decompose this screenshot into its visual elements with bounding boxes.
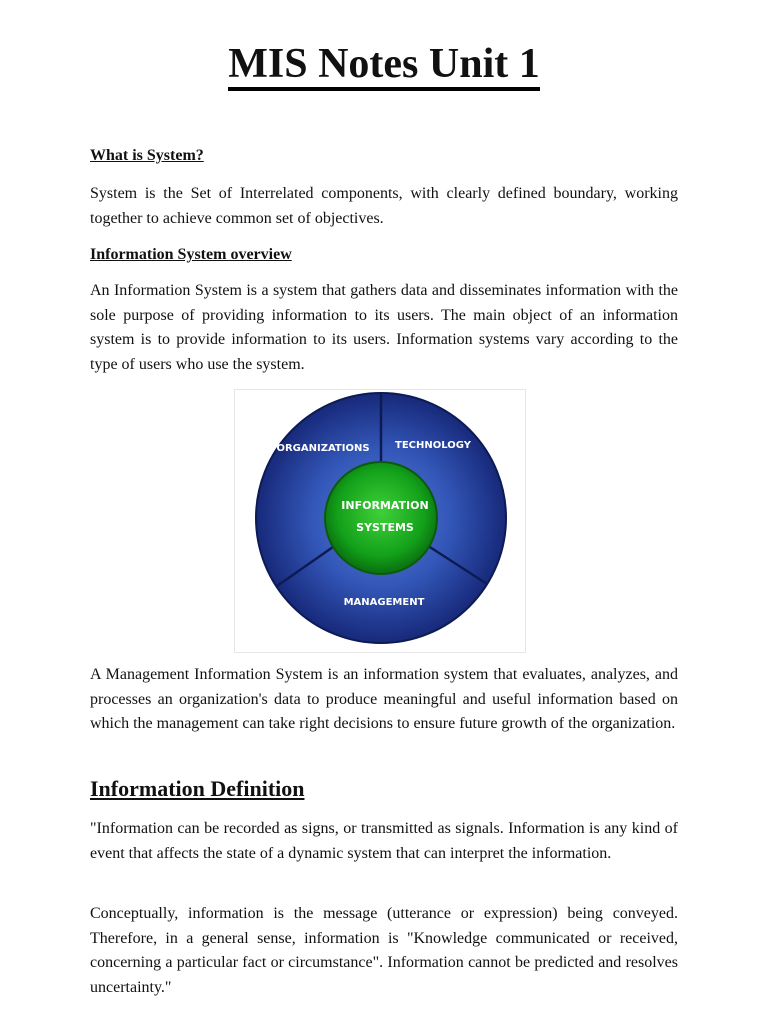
- label-systems: SYSTEMS: [356, 521, 414, 534]
- page-title-text: MIS Notes Unit 1: [228, 41, 540, 91]
- heading-information-definition: Information Definition: [90, 776, 305, 801]
- paragraph-definition-1: "Information can be recorded as signs, or transmitted as signals. Information is any kind of event that affects the state of a dynamic system that can interpret the information.: [90, 820, 678, 862]
- label-organizations: ORGANIZATIONS: [276, 443, 370, 454]
- paragraph-information-system: An Information System is a system that gathers data and disseminates information with the sole purpose of providing information to its users. The main object of an information system is to provide information to its users. Information systems vary according to the type of users who use the system.: [90, 282, 678, 373]
- center-circle: [325, 462, 437, 574]
- information-systems-diagram: [234, 389, 526, 653]
- paragraph-mis: A Management Information System is an information system that evaluates, analyzes, and processes an organization's data to produce meaningful and useful information based on which the management can take right decisions to ensure future growth of the organization.: [90, 666, 678, 732]
- page-title: [0, 38, 768, 91]
- label-management: MANAGEMENT: [343, 597, 425, 608]
- heading-information-system-overview: Information System overview: [90, 246, 292, 263]
- paragraph-system-definition: System is the Set of Interrelated components, with clearly defined boundary, working together to achieve common set of objectives.: [90, 185, 678, 227]
- label-technology: TECHNOLOGY: [395, 440, 471, 451]
- label-information: INFORMATION: [341, 499, 429, 512]
- paragraph-definition-2: Conceptually, information is the message (utterance or expression) being conveyed. Therefore, in a general sense, information is "Knowledge communicated or received, concerning a particular fact or circumstance". Information cannot be predicted and resolves uncertainty.": [90, 905, 678, 996]
- heading-what-is-system: What is System?: [90, 147, 204, 164]
- diagram-svg: [235, 390, 525, 652]
